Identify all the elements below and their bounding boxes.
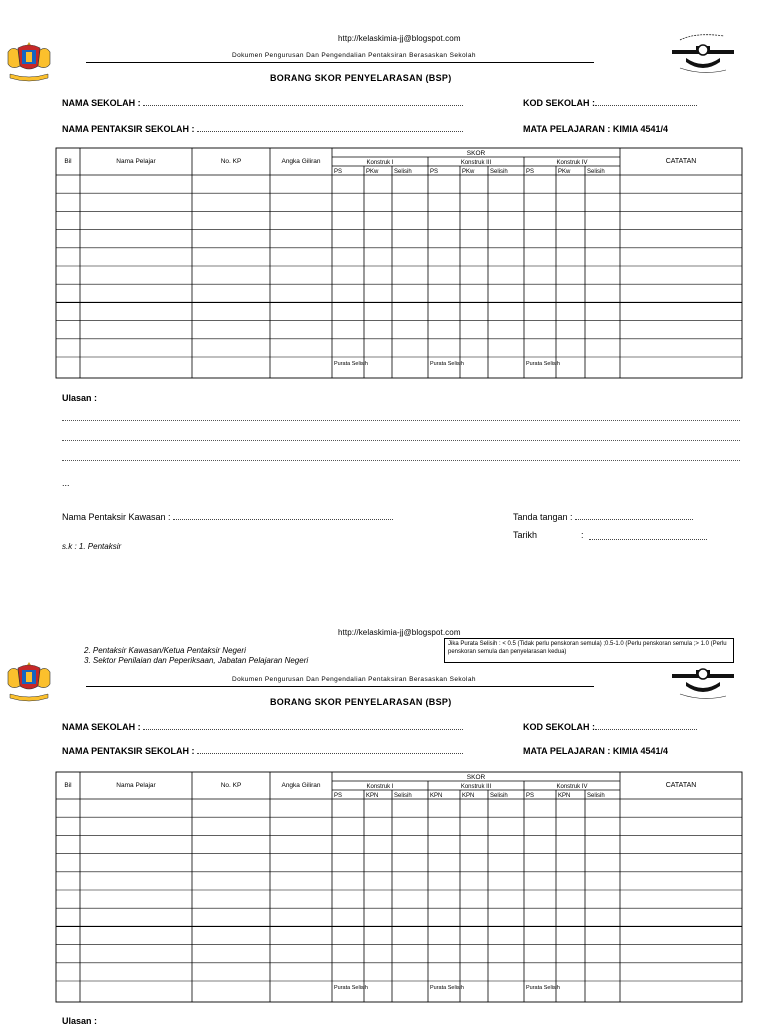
ulasan-label: Ulasan :: [62, 393, 98, 403]
purata-selisih-label: Purata Selisih: [526, 985, 560, 991]
ulasan-line-2[interactable]: [62, 440, 740, 441]
table-frame: [56, 772, 742, 1002]
kod-sekolah-label: KOD SEKOLAH :: [523, 722, 697, 732]
header-konstruk: Konstruk IV: [556, 784, 588, 790]
tarikh-label: Tarikh :: [513, 530, 537, 540]
school-logo-icon: [666, 660, 740, 708]
pentaksir-kawasan-field[interactable]: [173, 513, 393, 520]
header-subtitle: Dokumen Pengurusan Dan Pengendalian Pentaksiran Berasaskan Sekolah: [232, 676, 476, 683]
header-sub-column: PS: [334, 793, 343, 799]
purata-selisih-label: Purata Selisih: [430, 985, 464, 991]
header-skor: SKOR: [466, 774, 486, 781]
ulasan-label: Ulasan :: [62, 1016, 98, 1026]
header-url: http://kelaskimia-jj@blogspot.com: [338, 34, 461, 43]
purata-selisih-label: Purata Selisih: [334, 985, 368, 991]
form-title: BORANG SKOR PENYELARASAN (BSP): [270, 697, 452, 707]
header-sub-column: PKw: [558, 169, 571, 175]
pentaksir-kawasan-label: Nama Pentaksir Kawasan :: [62, 512, 393, 522]
header-konstruk: Konstruk I: [366, 160, 394, 166]
header-sub-column: PKw: [366, 169, 379, 175]
nama-sekolah-label: NAMA SEKOLAH :: [62, 98, 463, 108]
header-sub-column: Selisih: [587, 793, 605, 799]
nama-pentaksir-label: NAMA PENTAKSIR SEKOLAH :: [62, 124, 463, 134]
kod-sekolah-label: KOD SEKOLAH :: [523, 98, 697, 108]
purata-selisih-label: Purata Selisih: [334, 361, 368, 367]
nama-pentaksir-field[interactable]: [197, 125, 463, 132]
malaysia-crest-icon: [2, 38, 56, 82]
nama-sekolah-label: NAMA SEKOLAH :: [62, 722, 463, 732]
table-frame: [56, 148, 742, 378]
header-skor: SKOR: [466, 150, 486, 157]
header-sub-column: KPN: [366, 793, 379, 799]
score-table: [0, 771, 768, 1004]
ulasan-line-3[interactable]: [62, 460, 740, 461]
sk-line-1: s.k : 1. Pentaksir: [62, 542, 122, 551]
header-nama-pelajar: Nama Pelajar: [116, 158, 156, 165]
header-rule: [86, 686, 594, 687]
header-angka-giliran: Angka Giliran: [281, 782, 321, 789]
header-sub-column: KPN: [430, 793, 443, 799]
score-table: [0, 147, 768, 380]
header-konstruk: Konstruk I: [366, 784, 394, 790]
header-konstruk: Konstruk III: [460, 784, 492, 790]
header-bil: Bil: [64, 158, 72, 165]
purata-selisih-label: Purata Selisih: [526, 361, 560, 367]
header-sub-column: Selisih: [490, 169, 508, 175]
mata-pelajaran: MATA PELAJARAN : KIMIA 4541/4: [523, 746, 669, 756]
header-sub-column: PS: [526, 793, 535, 799]
kod-sekolah-field[interactable]: [595, 99, 697, 106]
header-bil: Bil: [64, 782, 72, 789]
header-sub-column: PS: [526, 169, 535, 175]
header-nama-pelajar: Nama Pelajar: [116, 782, 156, 789]
nama-sekolah-field[interactable]: [143, 99, 463, 106]
school-logo-icon: [666, 30, 740, 78]
header-sub-column: Selisih: [394, 169, 412, 175]
header-sub-column: Selisih: [490, 793, 508, 799]
header-konstruk: Konstruk III: [460, 160, 492, 166]
ulasan-line-1[interactable]: [62, 420, 740, 421]
sk-line-3: 3. Sektor Penilaian dan Peperiksaan, Jabatan Pelajaran Negeri: [84, 656, 309, 665]
nama-pentaksir-label: NAMA PENTAKSIR SEKOLAH :: [62, 746, 463, 756]
sk-line-2: 2. Pentaksir Kawasan/Ketua Pentaksir Negeri: [84, 646, 246, 655]
form-title: BORANG SKOR PENYELARASAN (BSP): [270, 73, 452, 83]
purata-selisih-note: Jika Purata Selisih : < 0.5 (Tidak perlu penskoran semula) ;0.5-1.0 (Perlu penskoran semula ;> 1.0 (Perlu penskoran semula dan penyelarasan kedua): [444, 638, 734, 663]
header-sub-column: KPN: [462, 793, 475, 799]
tarikh-field[interactable]: [589, 533, 707, 540]
header-rule: [86, 62, 594, 63]
tanda-tangan-label: Tanda tangan :: [513, 512, 693, 522]
header-sub-column: PS: [430, 169, 439, 175]
mata-pelajaran: MATA PELAJARAN : KIMIA 4541/4: [523, 124, 669, 134]
header-url: http://kelaskimia-jj@blogspot.com: [338, 628, 461, 637]
header-catatan: CATATAN: [665, 158, 697, 165]
header-catatan: CATATAN: [665, 782, 697, 789]
header-sub-column: KPN: [558, 793, 571, 799]
header-sub-column: Selisih: [394, 793, 412, 799]
tanda-tangan-field[interactable]: [575, 513, 693, 520]
kod-sekolah-field[interactable]: [595, 723, 697, 730]
nama-sekolah-field[interactable]: [143, 723, 463, 730]
header-konstruk: Konstruk IV: [556, 160, 588, 166]
header-sub-column: PKw: [462, 169, 475, 175]
purata-selisih-label: Purata Selisih: [430, 361, 464, 367]
header-no-kp: No. KP: [220, 782, 242, 789]
ulasan-trail: ...: [62, 478, 70, 488]
nama-pentaksir-field[interactable]: [197, 747, 463, 754]
header-subtitle: Dokumen Pengurusan Dan Pengendalian Pentaksiran Berasaskan Sekolah: [232, 52, 476, 59]
header-sub-column: PS: [334, 169, 343, 175]
header-angka-giliran: Angka Giliran: [281, 158, 321, 165]
header-sub-column: Selisih: [587, 169, 605, 175]
header-no-kp: No. KP: [220, 158, 242, 165]
malaysia-crest-icon: [2, 658, 56, 702]
